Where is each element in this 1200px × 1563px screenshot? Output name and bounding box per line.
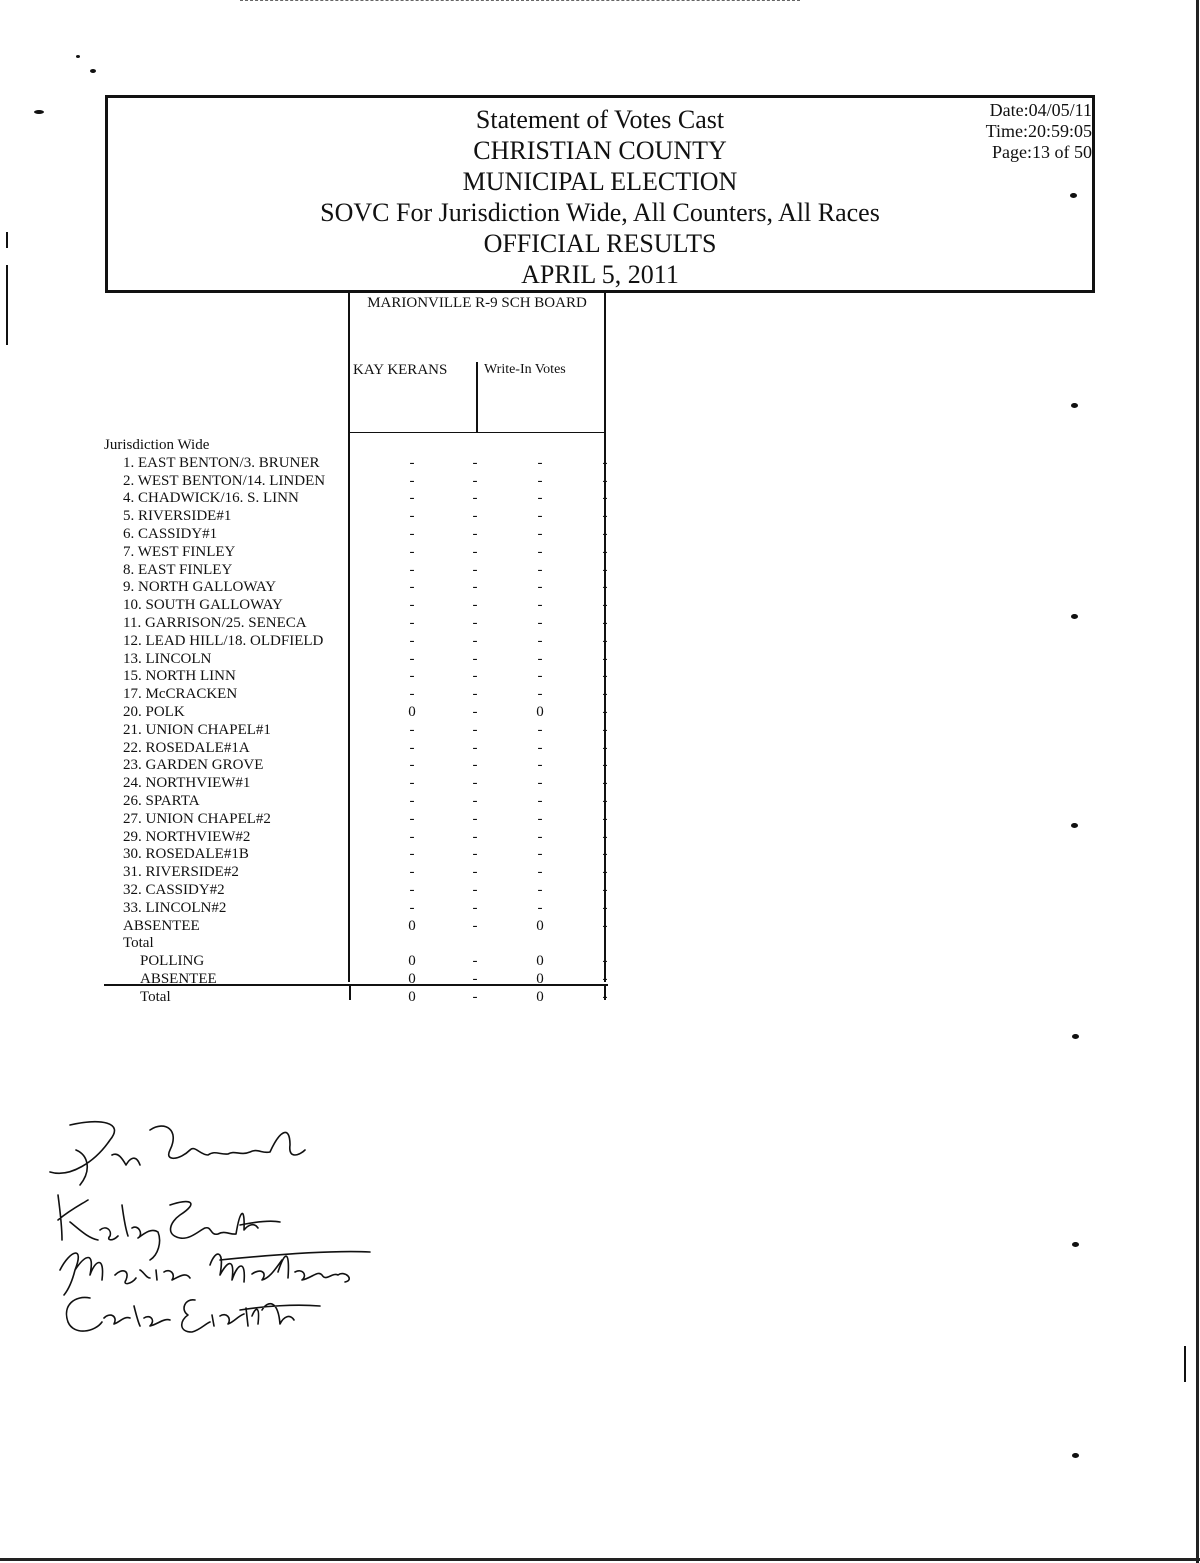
row-label: 24. NORTHVIEW#1	[123, 775, 251, 792]
table-row	[104, 756, 624, 774]
table-row	[104, 578, 624, 596]
vote-cell: -	[409, 899, 415, 916]
row-label: 1. EAST BENTON/3. BRUNER	[123, 454, 320, 471]
vote-cell: -	[537, 597, 543, 614]
table-row	[104, 917, 624, 935]
vote-cell: -	[409, 793, 415, 809]
report-meta	[986, 100, 1092, 163]
vote-cell: -	[602, 846, 608, 863]
vote-cell: -	[602, 953, 608, 970]
vote-cell: -	[537, 864, 543, 881]
vote-cell: -	[409, 579, 415, 596]
vote-cell: -	[472, 899, 478, 916]
signature	[58, 1195, 280, 1260]
table-row	[104, 596, 624, 614]
vote-cell: -	[472, 632, 478, 649]
title-line: APRIL 5, 2011	[521, 260, 679, 289]
title-line: OFFICIAL RESULTS	[483, 229, 717, 258]
table-row	[104, 543, 624, 561]
vote-cell: -	[537, 490, 543, 507]
row-label: Jurisdiction Wide	[104, 437, 210, 453]
vote-cell: -	[472, 543, 478, 560]
vote-cell: -	[602, 454, 608, 471]
vote-cell: -	[472, 988, 478, 1005]
vote-cell: -	[537, 472, 543, 489]
vote-cell: -	[602, 988, 608, 1005]
report-time: Time:20:59:05	[985, 121, 1092, 141]
table-row	[104, 792, 624, 810]
vote-cell: -	[472, 490, 478, 507]
vote-cell: -	[409, 615, 415, 631]
row-label: POLLING	[140, 953, 205, 970]
vote-cell: -	[472, 846, 478, 863]
scan-edge-mark	[6, 232, 8, 248]
table-row	[104, 952, 624, 970]
vote-cell: -	[602, 882, 608, 898]
row-label: 30. ROSEDALE#1B	[123, 846, 249, 863]
row-label: 11. GARRISON/25. SENECA	[123, 615, 307, 631]
vote-cell: -	[472, 721, 478, 738]
vote-cell: -	[409, 490, 415, 507]
vote-cell: -	[409, 721, 415, 738]
vote-cell: 0	[536, 953, 544, 970]
row-label: 2. WEST BENTON/14. LINDEN	[123, 472, 326, 489]
vote-cell: -	[537, 543, 543, 560]
vote-cell: -	[409, 454, 415, 471]
table-row	[104, 881, 624, 899]
scan-edge	[0, 1558, 1200, 1561]
vote-cell: -	[602, 757, 608, 774]
vote-cell: -	[537, 632, 543, 649]
vote-cell: -	[602, 632, 608, 649]
vote-cell: -	[409, 632, 415, 649]
vote-cell: -	[602, 543, 608, 560]
scan-edge-mark	[1184, 1346, 1186, 1382]
vote-cell: -	[409, 739, 415, 756]
vote-cell: -	[409, 810, 415, 827]
table-row	[104, 650, 624, 668]
report-header	[105, 95, 1095, 293]
vote-cell: -	[537, 828, 543, 845]
vote-cell: -	[537, 810, 543, 827]
table-row	[104, 810, 624, 828]
vote-cell: -	[602, 526, 608, 542]
vote-cell: 0	[536, 971, 544, 987]
row-label: ABSENTEE	[140, 971, 217, 987]
vote-cell: -	[602, 704, 608, 720]
row-label: 33. LINCOLN#2	[123, 899, 227, 916]
row-label: 23. GARDEN GROVE	[123, 757, 264, 774]
vote-cell: 0	[536, 917, 544, 934]
scan-speck	[1071, 614, 1078, 619]
row-label: 12. LEAD HILL/18. OLDFIELD	[123, 632, 324, 649]
vote-cell: -	[537, 793, 543, 809]
title-line: MUNICIPAL ELECTION	[462, 167, 738, 196]
vote-cell: -	[537, 454, 543, 471]
vote-cell: -	[409, 561, 415, 578]
vote-cell: 0	[408, 704, 416, 720]
row-label: 26. SPARTA	[123, 793, 200, 809]
row-label: 22. ROSEDALE#1A	[123, 739, 250, 756]
table-row	[104, 828, 624, 846]
scan-speck	[90, 69, 96, 73]
vote-cell: -	[537, 775, 543, 792]
table-row	[104, 845, 624, 863]
scan-edge	[1196, 0, 1199, 1563]
row-label: 10. SOUTH GALLOWAY	[123, 597, 283, 614]
table-row	[104, 489, 624, 507]
scan-speck	[1072, 1034, 1079, 1039]
vote-cell: -	[537, 739, 543, 756]
vote-cell: -	[409, 757, 415, 774]
row-label: 7. WEST FINLEY	[123, 543, 236, 560]
column-divider	[476, 362, 478, 432]
vote-cell: -	[602, 899, 608, 916]
vote-cell: -	[472, 668, 478, 685]
vote-cell: -	[602, 490, 608, 507]
table-row	[104, 561, 624, 579]
table-row	[104, 739, 624, 757]
vote-cell: -	[472, 810, 478, 827]
vote-cell: -	[472, 864, 478, 881]
total-section-label	[104, 934, 624, 952]
table-row	[104, 525, 624, 543]
vote-cell: -	[472, 650, 478, 667]
header-rule	[348, 432, 606, 433]
scan-artifact	[240, 0, 800, 7]
vote-cell: -	[409, 597, 415, 614]
candidate-name: Write-In Votes	[484, 362, 566, 377]
vote-cell: -	[537, 686, 543, 703]
report-title	[108, 104, 1092, 290]
vote-cell: -	[602, 721, 608, 738]
row-label: 21. UNION CHAPEL#1	[123, 721, 271, 738]
vote-cell: -	[409, 775, 415, 792]
vote-cell: -	[602, 917, 608, 934]
title-line: Statement of Votes Cast	[475, 105, 725, 134]
vote-cell: -	[409, 846, 415, 863]
table-row	[104, 970, 624, 988]
vote-cell: -	[472, 828, 478, 845]
vote-cell: -	[409, 650, 415, 667]
vote-cell: 0	[536, 988, 544, 1005]
vote-cell: -	[472, 793, 478, 809]
vote-cell: -	[409, 668, 415, 685]
vote-cell: -	[602, 739, 608, 756]
vote-cell: -	[602, 668, 608, 685]
vote-cell: -	[602, 971, 608, 987]
vote-cell: -	[537, 650, 543, 667]
row-label: Total	[123, 935, 154, 952]
vote-cell: -	[472, 971, 478, 987]
scan-speck	[1072, 1453, 1079, 1458]
vote-cell: 0	[408, 971, 416, 987]
vote-cell: -	[472, 472, 478, 489]
section-label	[104, 436, 624, 454]
vote-cell: -	[537, 757, 543, 774]
vote-cell: -	[409, 686, 415, 703]
vote-cell: -	[602, 615, 608, 631]
row-label: 20. POLK	[123, 704, 185, 720]
vote-cell: -	[472, 704, 478, 720]
vote-cell: -	[472, 953, 478, 970]
vote-cell: -	[472, 454, 478, 471]
vote-cell: -	[409, 526, 415, 542]
vote-cell: -	[472, 882, 478, 898]
vote-cell: -	[602, 579, 608, 596]
vote-cell: -	[472, 917, 478, 934]
vote-cell: -	[602, 864, 608, 881]
signature	[60, 1252, 370, 1295]
title-line: SOVC For Jurisdiction Wide, All Counters, All Races	[320, 198, 880, 227]
vote-cell: 0	[536, 704, 544, 720]
vote-cell: -	[472, 561, 478, 578]
candidate-name: KAY KERANS	[353, 362, 448, 378]
table-row	[104, 472, 624, 490]
vote-cell: -	[602, 508, 608, 525]
race-title: MARIONVILLE R-9 SCH BOARD	[367, 295, 587, 311]
scan-speck	[76, 55, 80, 58]
table-row	[104, 721, 624, 739]
vote-cell: -	[537, 846, 543, 863]
vote-cell: -	[472, 615, 478, 631]
vote-cell: -	[537, 615, 543, 631]
grand-total-row	[104, 988, 624, 1006]
row-label: 17. McCRACKEN	[123, 686, 238, 703]
table-row	[104, 667, 624, 685]
vote-cell: -	[472, 508, 478, 525]
table-row	[104, 614, 624, 632]
vote-cell: -	[602, 810, 608, 827]
vote-cell: -	[537, 508, 543, 525]
scan-speck	[1071, 823, 1078, 828]
signatures	[40, 1110, 480, 1340]
vote-cell: -	[602, 793, 608, 809]
row-label: 15. NORTH LINN	[123, 668, 236, 685]
vote-cell: -	[472, 775, 478, 792]
vote-cell: -	[602, 775, 608, 792]
scan-speck	[1072, 1242, 1079, 1247]
vote-cell: -	[409, 864, 415, 881]
vote-cell: 0	[408, 953, 416, 970]
row-label: 31. RIVERSIDE#2	[123, 864, 239, 881]
table-row	[104, 863, 624, 881]
row-label: 5. RIVERSIDE#1	[123, 508, 232, 525]
vote-cell: -	[472, 757, 478, 774]
row-label: 6. CASSIDY#1	[123, 526, 218, 542]
row-label: 13. LINCOLN	[123, 650, 212, 667]
report-page: Page:13 of 50	[992, 142, 1092, 162]
vote-cell: -	[409, 828, 415, 845]
vote-cell: -	[602, 472, 608, 489]
vote-cell: -	[409, 508, 415, 525]
vote-cell: 0	[408, 917, 416, 934]
vote-cell: -	[409, 543, 415, 560]
scan-speck	[1071, 403, 1078, 408]
row-label: 32. CASSIDY#2	[123, 882, 225, 898]
vote-cell: -	[602, 650, 608, 667]
scan-edge-mark	[6, 265, 8, 345]
row-label: 4. CHADWICK/16. S. LINN	[123, 490, 299, 507]
vote-cell: -	[537, 579, 543, 596]
vote-cell: -	[537, 721, 543, 738]
vote-cell: -	[602, 828, 608, 845]
row-label: ABSENTEE	[123, 917, 200, 934]
vote-cell: -	[537, 561, 543, 578]
vote-cell: -	[537, 882, 543, 898]
table-row	[104, 899, 624, 917]
signature	[50, 1122, 305, 1185]
row-label: Total	[140, 988, 171, 1005]
vote-cell: -	[472, 579, 478, 596]
table-row	[104, 774, 624, 792]
table-row	[104, 454, 624, 472]
row-label: 8. EAST FINLEY	[123, 561, 233, 578]
vote-cell: -	[602, 561, 608, 578]
table-row	[104, 685, 624, 703]
table-row	[104, 632, 624, 650]
vote-cell: -	[472, 739, 478, 756]
table-row	[104, 507, 624, 525]
vote-cell: -	[537, 526, 543, 542]
signature	[67, 1297, 320, 1332]
row-label: 27. UNION CHAPEL#2	[123, 810, 271, 827]
vote-cell: 0	[408, 988, 416, 1005]
table-row	[104, 703, 624, 721]
vote-cell: -	[602, 597, 608, 614]
report-date: Date:04/05/11	[989, 100, 1092, 120]
row-label: 9. NORTH GALLOWAY	[123, 579, 277, 596]
vote-cell: -	[409, 882, 415, 898]
vote-cell: -	[409, 472, 415, 489]
title-line: CHRISTIAN COUNTY	[473, 136, 727, 165]
vote-cell: -	[472, 597, 478, 614]
vote-cell: -	[472, 526, 478, 542]
vote-cell: -	[472, 686, 478, 703]
vote-cell: -	[537, 899, 543, 916]
vote-cell: -	[602, 686, 608, 703]
scan-speck	[34, 110, 44, 114]
row-label: 29. NORTHVIEW#2	[123, 828, 251, 845]
vote-cell: -	[537, 668, 543, 685]
